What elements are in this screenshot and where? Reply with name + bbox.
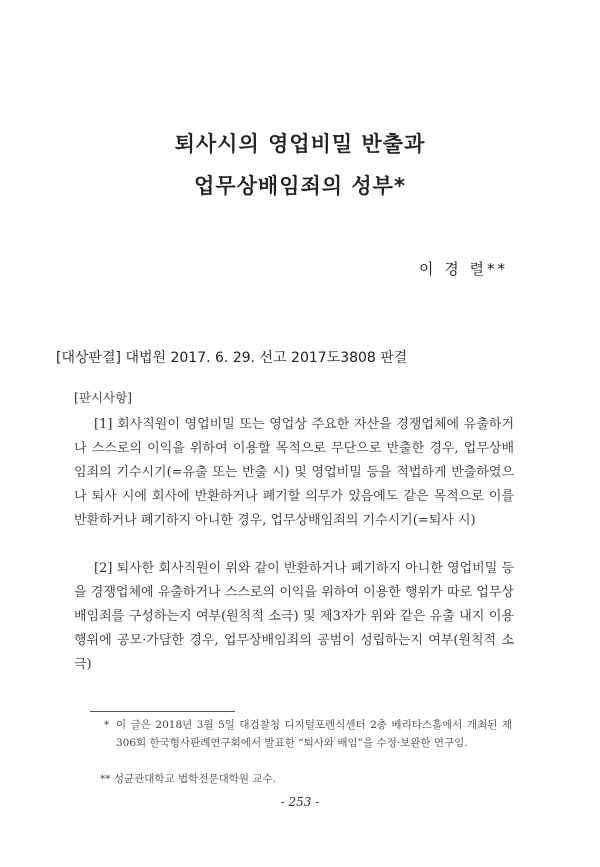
holding-paragraph-2: [2] 퇴사한 회사직원이 위와 같이 반환하거나 폐기하지 아니한 영업비밀 등을 경쟁업체에 유출하거나 스스로의 이익을 위하여 이용한 행위가 따로 업무상배임죄를 구성하는지 여부(원칙적 소극) 및 제3자가 위와 같은 유출 내지 이용행위에 공모·가담한 경우, 업무상배임죄의 공범이 성립하는지 여부(원칙적 소극) <box>74 561 514 672</box>
holding-heading: [판시사항] <box>74 390 133 405</box>
footnote-1-mark: * <box>104 719 110 731</box>
footnote-1 <box>104 716 512 752</box>
holding-paragraph-1: [1] 회사직원이 영업비밀 또는 영업상 주요한 자산을 경쟁업체에 유출하거나 스스로의 이익을 위하여 이용할 목적으로 무단으로 반출한 경우, 업무상배임죄의 기수시기(=유출 또는 반출 시) 및 영업비밀 등을 적법하게 반출하였으나 퇴사 시에 회사에 반환하거나 폐기할 의무가 있음에도 같은 목적으로 이를 반환하거나 폐기하지 아니한 경우, 업무상배임죄의 기수시기(=퇴사 시) <box>74 417 514 528</box>
footnote-1-text: 이 글은 2018년 3월 5일 대검찰청 디지털포렌식센터 2층 베리타스홀에서 개최된 제306회 한국형사판례연구회에서 발표한 “퇴사와 배임”을 수정·보완한 연구임. <box>116 719 512 749</box>
footnote-divider <box>90 711 235 712</box>
footnote-2: ** 성균관대학교 법학전문대학원 교수. <box>100 773 276 785</box>
case-reference: [대상판결] 대법원 2017. 6. 29. 선고 2017도3808 판결 <box>56 350 408 366</box>
page-number: - 253 - <box>280 795 320 809</box>
article-title-line-2: 업무상배임죄의 성부* <box>194 174 406 198</box>
author-name: 이 경 렬** <box>418 260 508 278</box>
article-title-line-1: 퇴사시의 영업비밀 반출과 <box>174 132 426 156</box>
